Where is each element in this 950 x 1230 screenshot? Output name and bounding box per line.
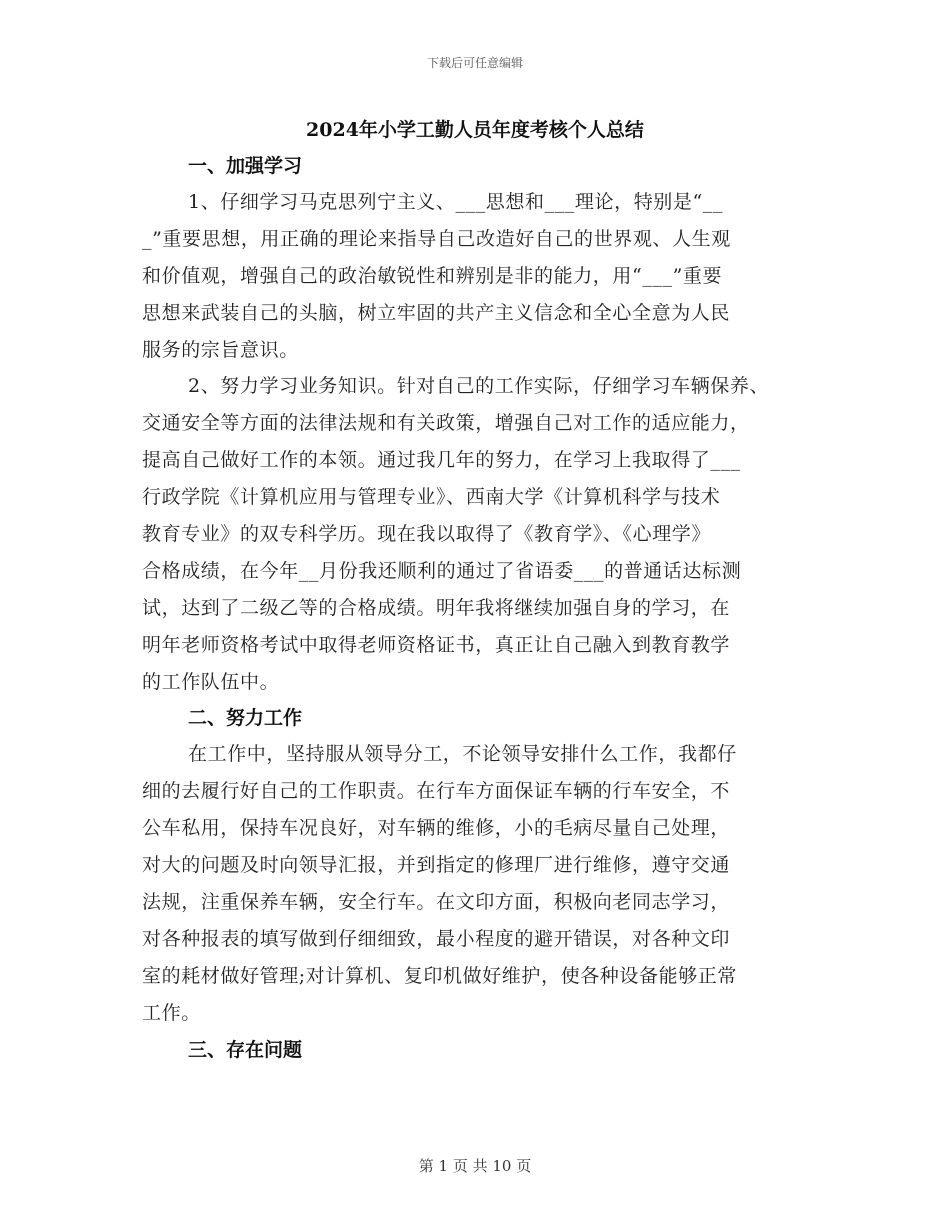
section-heading-2: 二、努力工作 bbox=[188, 707, 303, 730]
text-line: 对各种报表的填写做到仔细细致，最小程度的避开错误，对各种文印 bbox=[142, 927, 731, 950]
text-line: 对大的问题及时向领导汇报，并到指定的修理厂进行维修，遵守交通 bbox=[142, 854, 731, 877]
text-line: _”重要思想，用正确的理论来指导自己改造好自己的世界观、人生观 bbox=[142, 227, 731, 250]
text-line: 2、努力学习业务知识。针对自己的工作实际，仔细学习车辆保养、 bbox=[188, 375, 770, 398]
text-line: 合格成绩，在今年__月份我还顺利的通过了省语委___的普通话达标测 bbox=[142, 559, 742, 582]
text-line: 提高自己做好工作的本领。通过我几年的努力，在学习上我取得了___ bbox=[142, 449, 741, 472]
text-line: 试，达到了二级乙等的合格成绩。明年我将继续加强自身的学习，在 bbox=[142, 596, 731, 619]
paragraph-1-1 bbox=[142, 184, 822, 368]
section-heading-3: 三、存在问题 bbox=[188, 1038, 303, 1061]
paragraph-2-1 bbox=[142, 736, 822, 1031]
text-line: 教育专业》的双专科学历。现在我以取得了《教育学》、《心理学》 bbox=[142, 523, 712, 546]
text-line: 服务的宗旨意识。 bbox=[142, 338, 299, 361]
document-body bbox=[142, 148, 822, 1068]
page-footer: 第 1 页 共 10 页 bbox=[418, 1157, 532, 1175]
text-line: 公车私用，保持车况良好，对车辆的维修，小的毛病尽量自己处理， bbox=[142, 817, 731, 840]
text-line: 室的耗材做好管理;对计算机、复印机做好维护，使各种设备能够正常 bbox=[142, 964, 738, 987]
text-line: 在工作中，坚持服从领导分工，不论领导安排什么工作，我都仔 bbox=[188, 743, 737, 766]
text-line: 法规，注重保养车辆，安全行车。在文印方面，积极向老同志学习， bbox=[142, 891, 731, 914]
text-line: 的工作队伍中。 bbox=[142, 670, 280, 693]
section-heading-1: 一、加强学习 bbox=[188, 155, 303, 177]
text-line: 工作。 bbox=[142, 1001, 201, 1024]
text-line: 思想来武装自己的头脑，树立牢固的共产主义信念和全心全意为人民 bbox=[142, 301, 731, 324]
document-title: 2024年小学工勤人员年度考核个人总结 bbox=[306, 119, 644, 141]
text-line: 细的去履行好自己的工作职责。在行车方面保证车辆的行车安全，不 bbox=[142, 780, 731, 803]
paragraph-1-2 bbox=[142, 368, 822, 700]
header-note: 下载后可任意编辑 bbox=[426, 56, 523, 70]
text-line: 行政学院《计算机应用与管理专业》、西南大学《计算机科学与技术 bbox=[142, 486, 721, 509]
text-line: 明年老师资格考试中取得老师资格证书，真正让自己融入到教育教学 bbox=[142, 633, 731, 656]
text-line: 交通安全等方面的法律法规和有关政策，增强自己对工作的适应能力， bbox=[142, 412, 750, 435]
text-line: 1、仔细学习马克思列宁主义、___思想和___理论，特别是“__ bbox=[188, 191, 724, 213]
text-line: 和价值观，增强自己的政治敏锐性和辨别是非的能力，用“___”重要 bbox=[142, 264, 723, 287]
